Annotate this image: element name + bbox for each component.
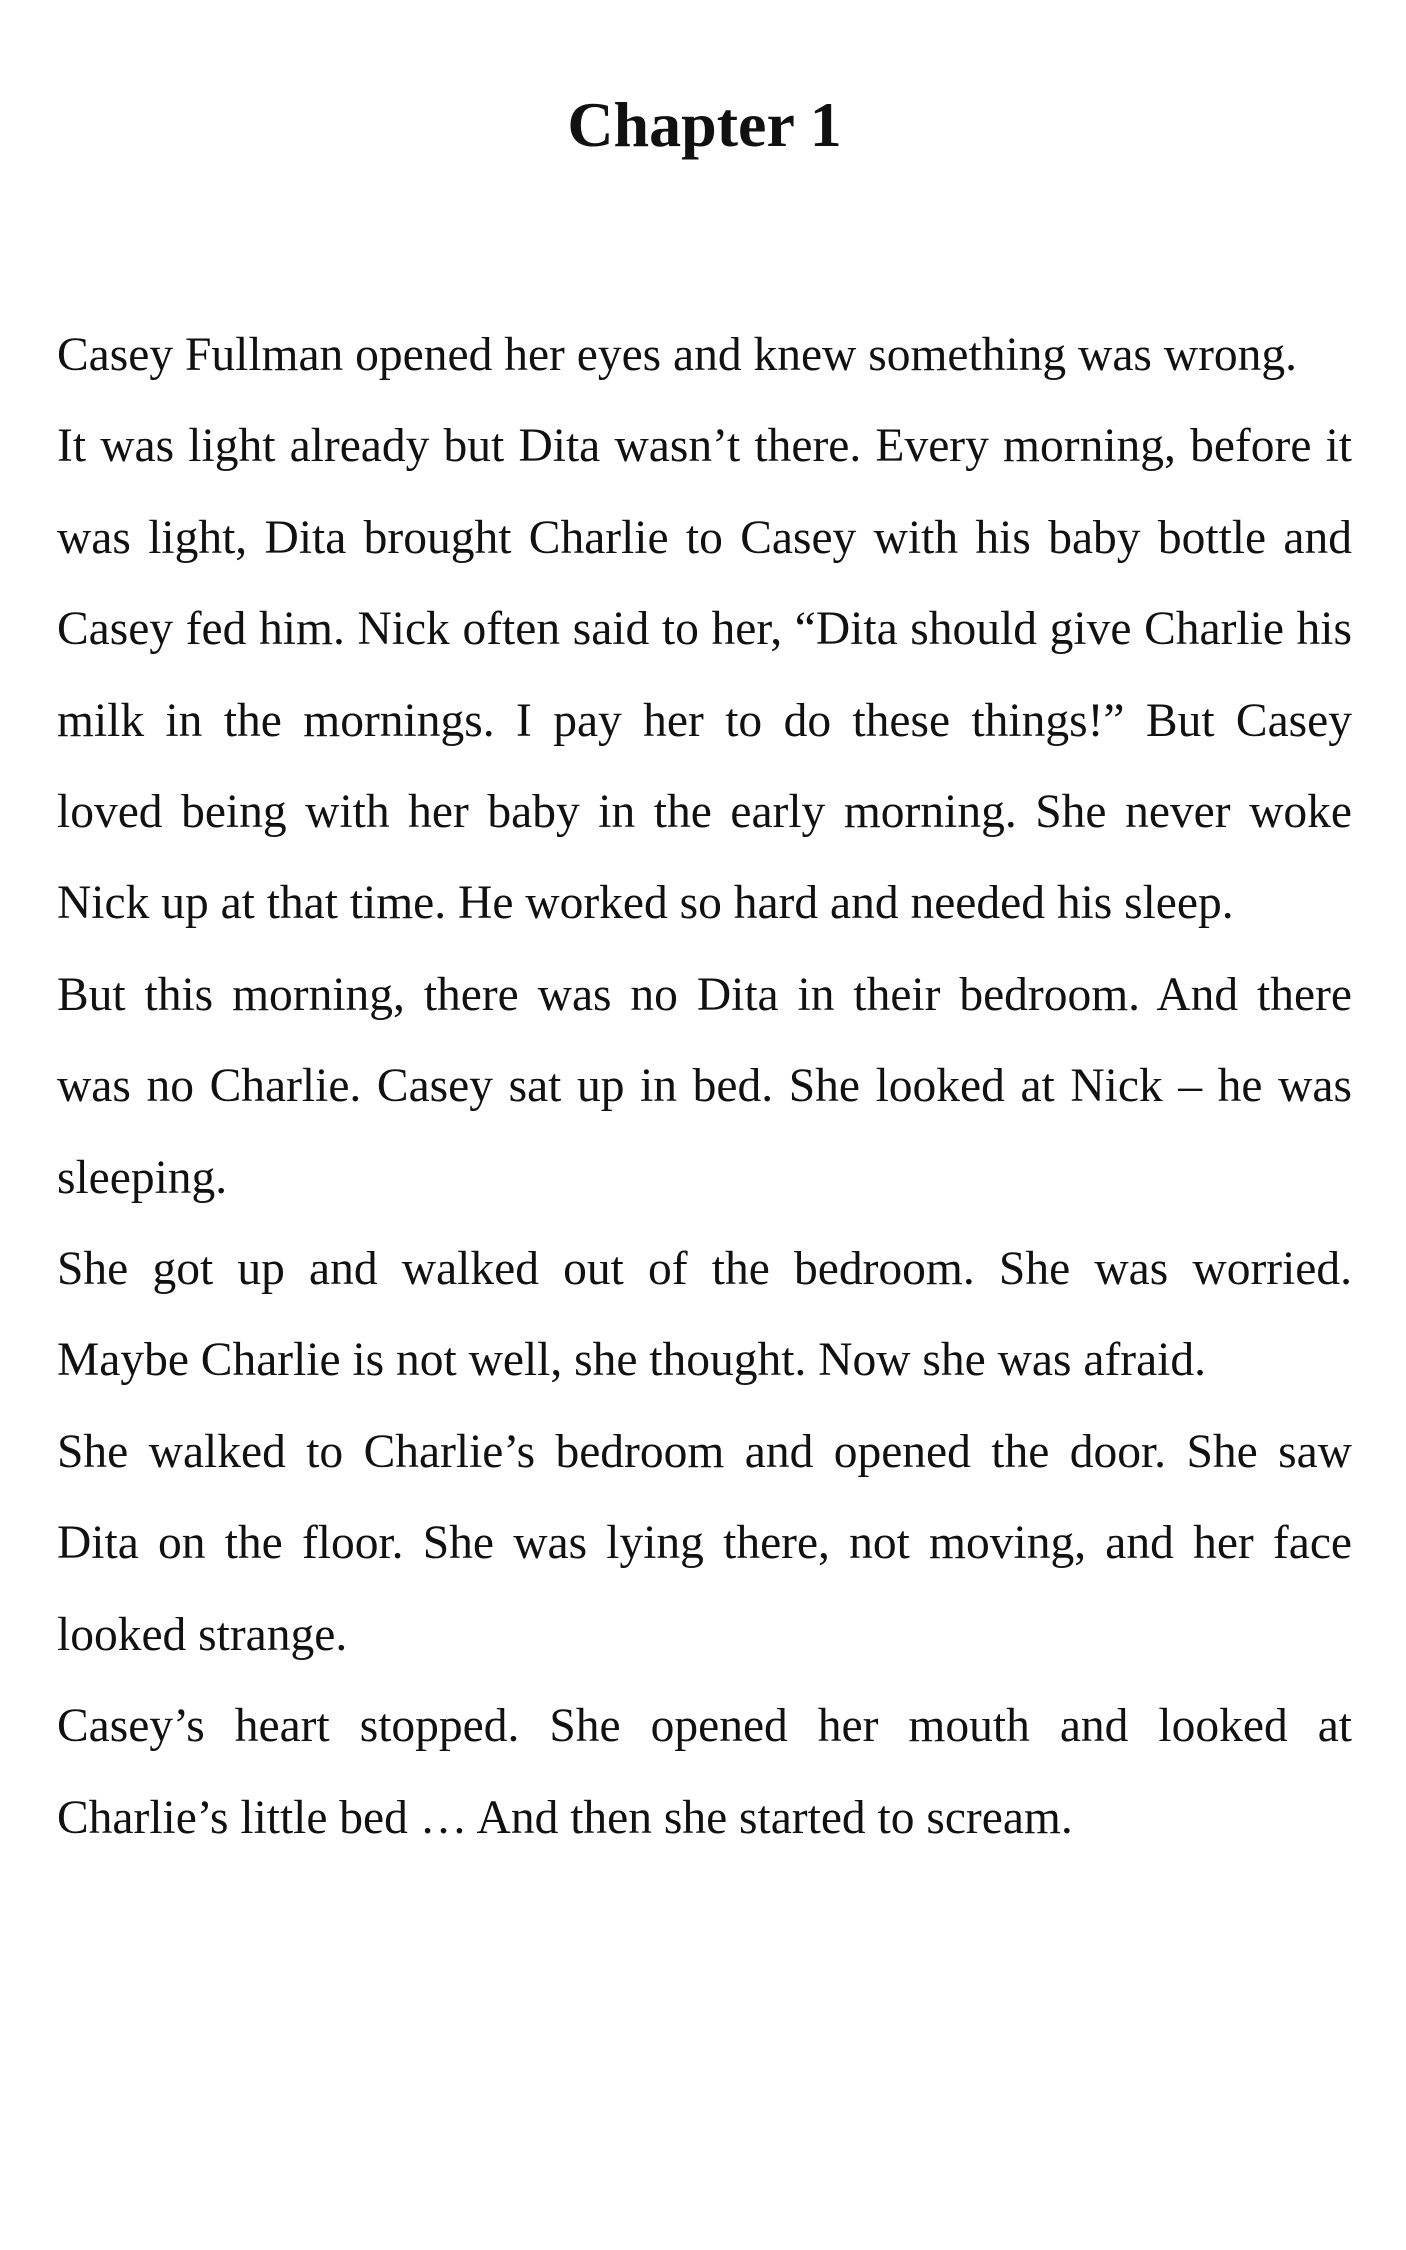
paragraph: She walked to Charlie’s bedroom and opened the door. She saw Dita on the floor. She was lying there, not moving, and her face looked strange.	[57, 1425, 1352, 1661]
paragraph: Casey Fullman opened her eyes and knew something was wrong.	[57, 329, 1298, 381]
chapter-body	[57, 310, 1352, 1864]
paragraph: But this morning, there was no Dita in their bedroom. And there was no Charlie. Casey sat up in bed. She looked at Nick – he was sleeping.	[57, 968, 1352, 1204]
paragraph: It was light already but Dita wasn’t there. Every morning, before it was light, Dita brought Charlie to Casey with his baby bottle and Casey fed him. Nick often said to her, “Dita should give Charlie his milk in the mornings. I pay her to do these things!” But Casey loved being with her baby in the early morning. She never woke Nick up at that time. He worked so hard and needed his sleep.	[57, 420, 1352, 930]
chapter-title: Chapter 1	[567, 89, 842, 160]
book-page	[57, 0, 1352, 2250]
paragraph: Casey’s heart stopped. She opened her mouth and looked at Charlie’s little bed … And then she started to scream.	[57, 1700, 1352, 1844]
paragraph: She got up and walked out of the bedroom. She was worried. Maybe Charlie is not well, she thought. Now she was afraid.	[57, 1243, 1352, 1387]
